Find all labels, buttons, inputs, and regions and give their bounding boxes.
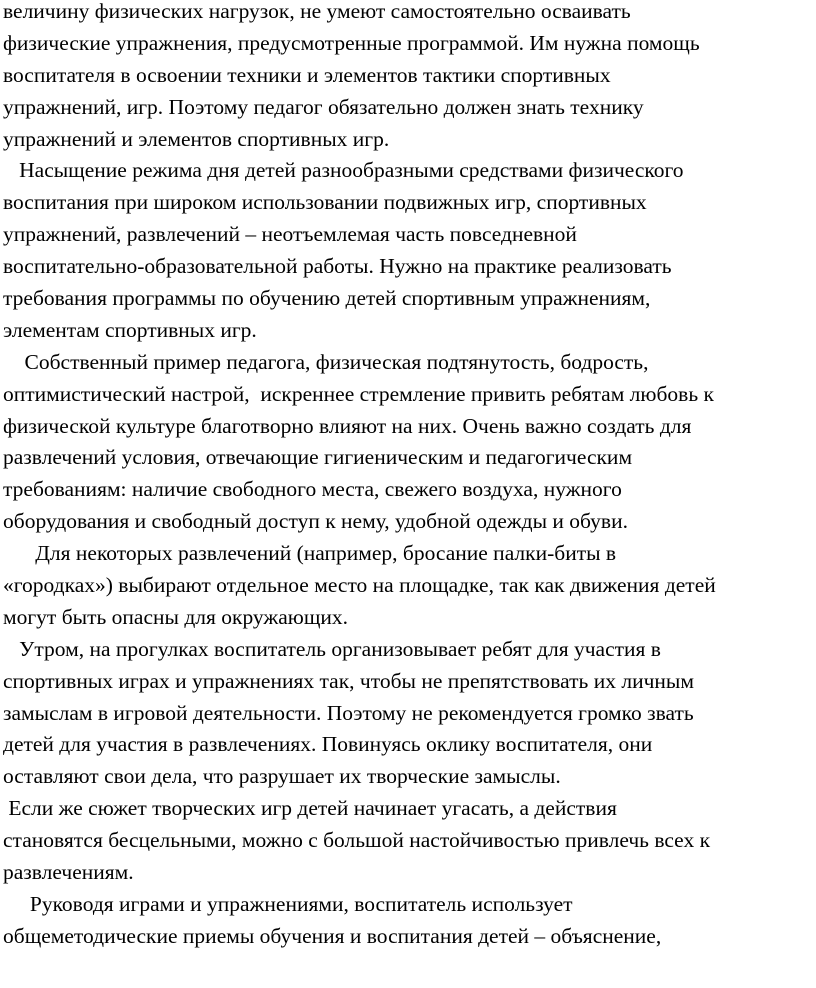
- text-line: требования программы по обучению детей спортивным упражнениям,: [3, 286, 651, 311]
- text-line: воспитателя в освоении техники и элементов тактики спортивных: [3, 62, 611, 87]
- text-line: развлечений условия, отвечающие гигиеническим и педагогическим: [3, 445, 633, 470]
- text-line: «городках») выбирают отдельное место на площадке, так как движения детей: [3, 573, 716, 598]
- text-line: спортивных играх и упражнениях так, чтобы не препятствовать их личным: [3, 668, 694, 693]
- text-line: Утром, на прогулках воспитатель организовывает ребят для участия в: [3, 636, 661, 661]
- text-line: развлечениям.: [3, 860, 134, 885]
- text-line: элементам спортивных игр.: [3, 317, 257, 342]
- text-line: воспитательно-образовательной работы. Нужно на практике реализовать: [3, 254, 672, 279]
- text-line: величину физических нагрузок, не умеют самостоятельно осваивать: [3, 0, 631, 23]
- text-line: Руководя играми и упражнениями, воспитатель использует: [3, 891, 573, 916]
- text-line: упражнений, развлечений – неотъемлемая часть повседневной: [3, 222, 577, 247]
- text-line: оставляют свои дела, что разрушает их творческие замыслы.: [3, 764, 561, 789]
- text-line: физические упражнения, предусмотренные программой. Им нужна помощь: [3, 30, 700, 55]
- text-line: становятся бесцельными, можно с большой настойчивостью привлечь всех к: [3, 828, 711, 853]
- text-line: требованиям: наличие свободного места, свежего воздуха, нужного: [3, 477, 622, 502]
- text-line: Насыщение режима дня детей разнообразными средствами физического: [3, 158, 684, 183]
- text-line: могут быть опасны для окружающих.: [3, 604, 349, 629]
- text-line: упражнений и элементов спортивных игр.: [3, 126, 390, 151]
- text-line: воспитания при широком использовании подвижных игр, спортивных: [3, 190, 647, 215]
- text-line: оптимистический настрой, искреннее стремление привить ребятам любовь к: [3, 381, 714, 406]
- text-line: оборудования и свободный доступ к нему, удобной одежды и обуви.: [3, 509, 628, 534]
- text-line: детей для участия в развлечениях. Повинуясь оклику воспитателя, они: [3, 732, 653, 757]
- text-line: упражнений, игр. Поэтому педагог обязательно должен знать технику: [3, 94, 644, 119]
- text-line: Если же сюжет творческих игр детей начинает угасать, а действия: [3, 796, 617, 821]
- text-line: Собственный пример педагога, физическая подтянутость, бодрость,: [3, 349, 649, 374]
- text-line: физической культуре благотворно влияют на них. Очень важно создать для: [3, 413, 692, 438]
- text-line: замыслам в игровой деятельности. Поэтому не рекомендуется громко звать: [3, 700, 694, 725]
- text-line: общеметодические приемы обучения и воспитания детей – объяснение,: [3, 923, 662, 948]
- text-line: Для некоторых развлечений (например, бросание палки-биты в: [3, 541, 617, 566]
